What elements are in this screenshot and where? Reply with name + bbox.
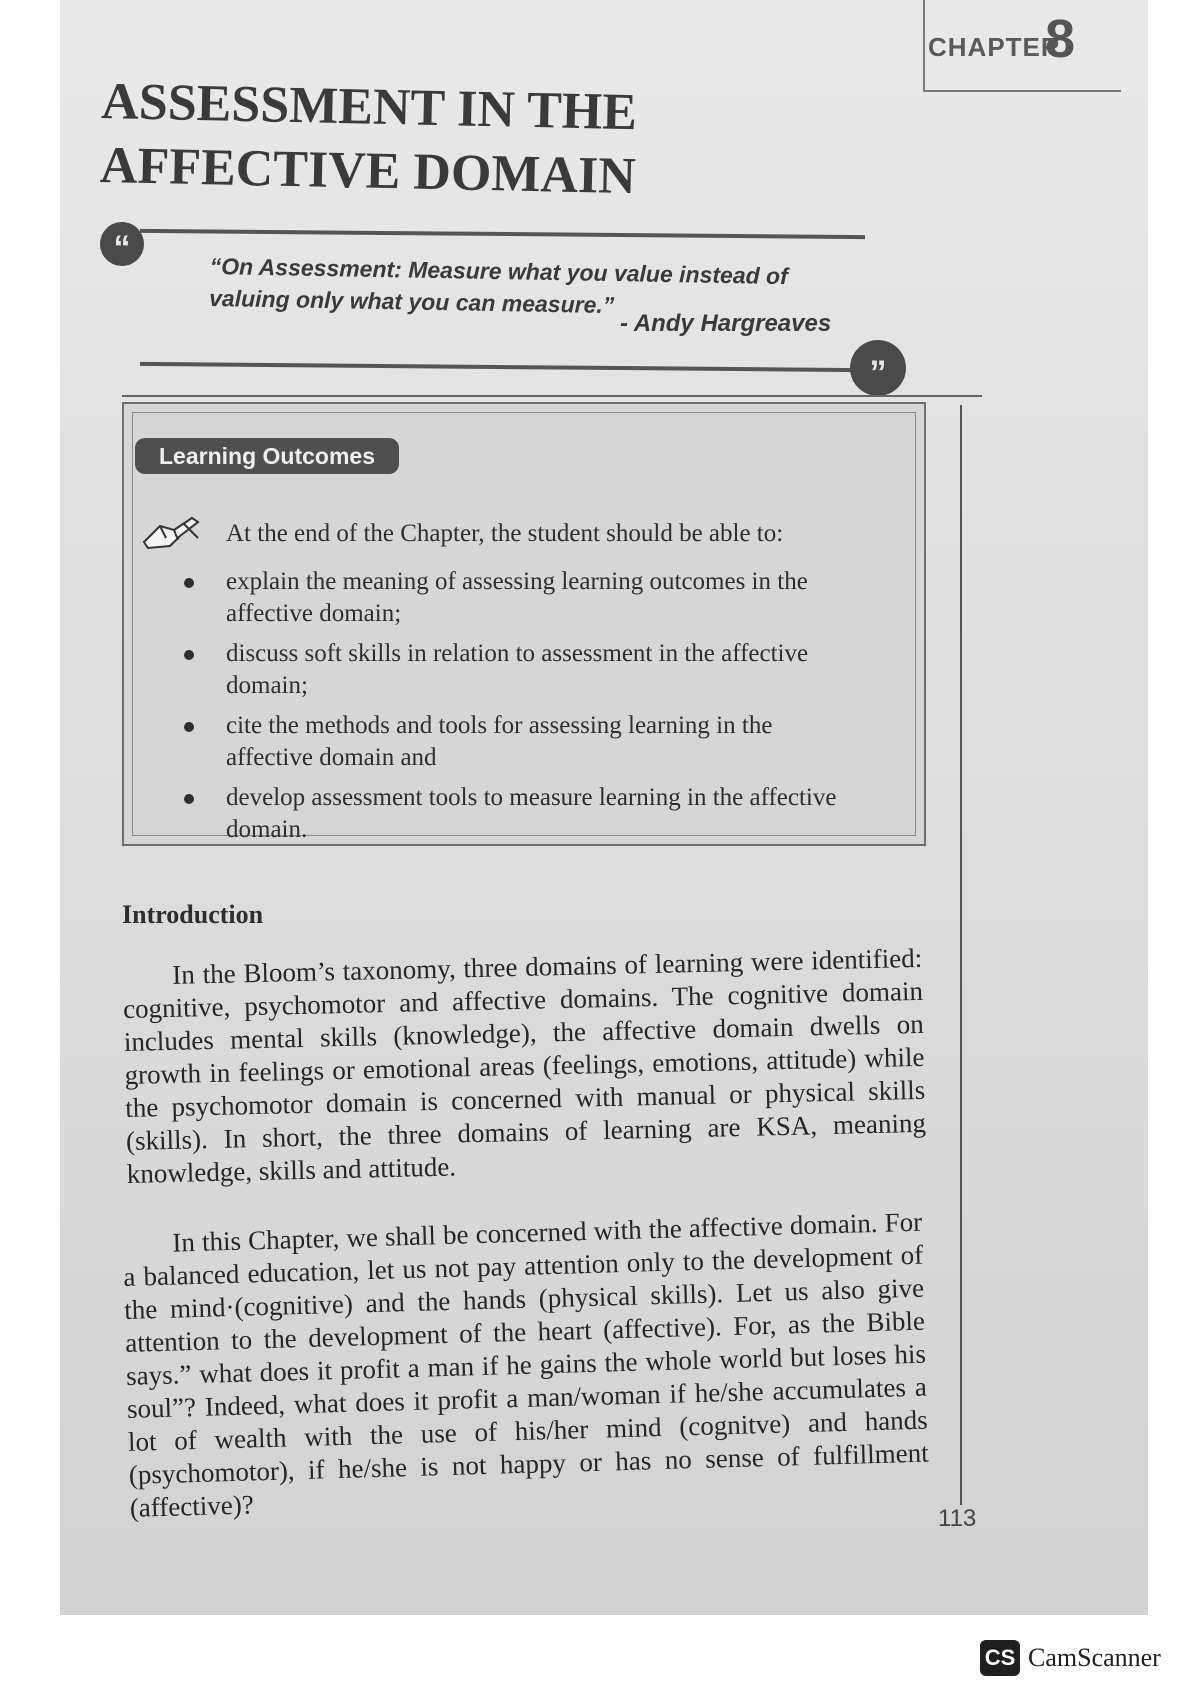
quote-top-rule: [140, 229, 865, 239]
list-item: [170, 710, 860, 774]
chapter-label: CHAPTER: [928, 32, 1061, 62]
camscanner-name: CamScanner: [1028, 1643, 1161, 1672]
section-divider: [122, 395, 982, 397]
introduction-paragraph: In this Chapter, we shall be concerned with the affective domain. For a balanced education, let us not pay attention only to the development of the mind·(cognitive) and the hands (physical skills). Let us also give attention to the development of the heart (affective). For, as the Bible says.” what does it profit a man if he gains the whole world but loses his soul”? Indeed, what does it profit a man/woman if he/she accumulates a lot of wealth with the use of his/her mind (cognitve) and hands (psychomotor), if he/she is not happy or has no sense of fulfillment (affective)?: [122, 1206, 930, 1523]
epigraph: [100, 210, 900, 390]
learning-outcomes-tag: Learning Outcomes: [135, 438, 399, 474]
learning-outcomes-intro: At the end of the Chapter, the student should be able to:: [226, 520, 784, 547]
quote-bottom-rule: [140, 362, 860, 372]
introduction-paragraph: In the Bloom’s taxonomy, three domains of learning were identified: cognitive, psychomotor and affective domains. The cognitive domain includes mental skills (knowledge), the affective domain dwells on growth in feelings or emotional areas (feelings, emotions, attitude) while the psychomotor domain is concerned with manual or physical skills (skills). In short, the three domains of learning are KSA, meaning knowledge, skills and attitude.: [122, 942, 927, 1189]
list-item-text: discuss soft skills in relation to assessment in the affective domain;: [226, 640, 809, 699]
page-number: 113: [938, 1505, 977, 1532]
page-title: ASSESSMENT IN THE AFFECTIVE DOMAIN: [99, 72, 638, 206]
camscanner-watermark: [980, 1640, 1161, 1676]
chapter-number: 8: [1045, 9, 1076, 69]
page-margin-rule: [960, 405, 962, 1505]
bullet-icon: [184, 578, 194, 588]
list-item-text: develop assessment tools to measure learning in the affective domain.: [226, 784, 837, 843]
quote-author: - Andy Hargreaves: [620, 310, 832, 337]
learning-outcomes-list: [170, 566, 860, 854]
camscanner-logo: CS: [980, 1640, 1020, 1676]
quote-text: “On Assessment: Measure what you value instead of valuing only what you can measure.”: [208, 252, 789, 319]
list-item: [170, 566, 860, 630]
list-item: [170, 782, 860, 846]
list-item-text: cite the methods and tools for assessing learning in the affective domain and: [226, 712, 773, 771]
list-item: [170, 638, 860, 702]
writing-hand-icon: [140, 512, 204, 552]
open-quote-icon: “: [100, 222, 144, 266]
introduction-heading: Introduction: [122, 900, 264, 929]
scanned-page: [60, 0, 1148, 1615]
bullet-icon: [184, 794, 194, 804]
bullet-icon: [184, 722, 194, 732]
bullet-icon: [184, 650, 194, 660]
list-item-text: explain the meaning of assessing learning outcomes in the affective domain;: [226, 568, 808, 627]
close-quote-icon: ”: [850, 340, 906, 396]
